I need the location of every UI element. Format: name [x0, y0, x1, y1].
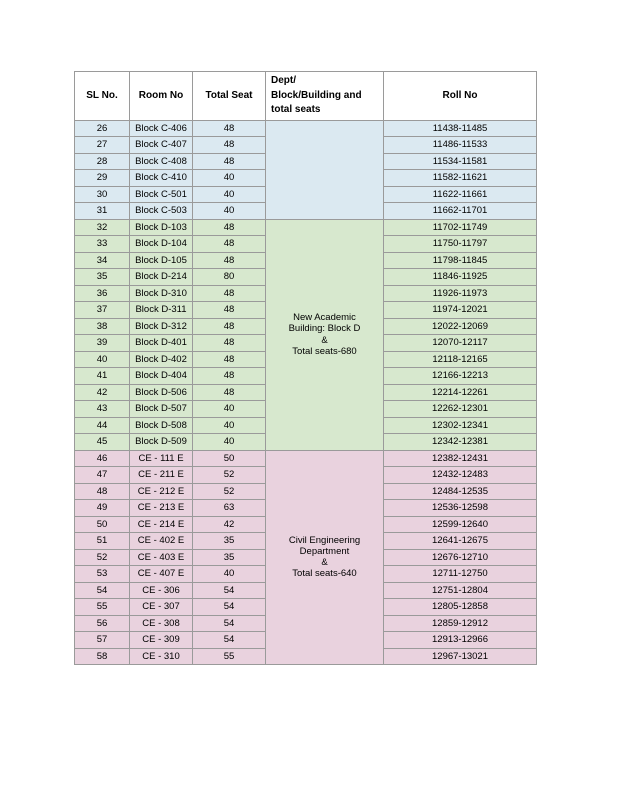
cell-roll: 12214-12261 — [384, 384, 537, 401]
cell-roll: 12536-12598 — [384, 500, 537, 517]
cell-sl: 31 — [75, 203, 130, 220]
column-header-roll-no: Roll No — [384, 72, 537, 121]
cell-sl: 43 — [75, 401, 130, 418]
cell-seat: 48 — [193, 252, 266, 269]
cell-seat: 54 — [193, 599, 266, 616]
cell-roll: 12676-12710 — [384, 549, 537, 566]
cell-sl: 37 — [75, 302, 130, 319]
cell-sl: 45 — [75, 434, 130, 451]
cell-roll: 11798-11845 — [384, 252, 537, 269]
seat-plan-table — [74, 71, 537, 665]
cell-sl: 28 — [75, 153, 130, 170]
cell-seat: 48 — [193, 137, 266, 154]
cell-seat: 48 — [193, 384, 266, 401]
table-header-row — [75, 72, 537, 121]
cell-sl: 36 — [75, 285, 130, 302]
cell-dept-group-civil-engineering: Civil Engineering Department & Total seats-640 — [266, 450, 384, 665]
cell-seat: 40 — [193, 170, 266, 187]
cell-seat: 40 — [193, 203, 266, 220]
cell-roll: 12967-13021 — [384, 648, 537, 665]
cell-seat: 40 — [193, 434, 266, 451]
seat-plan-table-container — [74, 71, 536, 665]
cell-seat: 48 — [193, 120, 266, 137]
cell-seat: 48 — [193, 219, 266, 236]
cell-seat: 54 — [193, 632, 266, 649]
cell-seat: 54 — [193, 615, 266, 632]
cell-roll: 12262-12301 — [384, 401, 537, 418]
cell-roll: 11486-11533 — [384, 137, 537, 154]
cell-sl: 53 — [75, 566, 130, 583]
cell-seat: 55 — [193, 648, 266, 665]
cell-room: Block D-104 — [130, 236, 193, 253]
cell-sl: 26 — [75, 120, 130, 137]
cell-roll: 11702-11749 — [384, 219, 537, 236]
cell-room: CE - 308 — [130, 615, 193, 632]
cell-seat: 48 — [193, 285, 266, 302]
cell-room: Block D-312 — [130, 318, 193, 335]
column-header-total-seat: Total Seat — [193, 72, 266, 121]
cell-room: CE - 403 E — [130, 549, 193, 566]
cell-sl: 50 — [75, 516, 130, 533]
cell-roll: 12805-12858 — [384, 599, 537, 616]
cell-roll: 12859-12912 — [384, 615, 537, 632]
cell-room: CE - 407 E — [130, 566, 193, 583]
cell-room: Block D-507 — [130, 401, 193, 418]
cell-room: Block D-508 — [130, 417, 193, 434]
cell-roll: 11582-11621 — [384, 170, 537, 187]
cell-seat: 48 — [193, 302, 266, 319]
cell-room: CE - 307 — [130, 599, 193, 616]
cell-seat: 48 — [193, 318, 266, 335]
cell-seat: 50 — [193, 450, 266, 467]
cell-roll: 12599-12640 — [384, 516, 537, 533]
cell-roll: 11926-11973 — [384, 285, 537, 302]
cell-room: Block C-406 — [130, 120, 193, 137]
cell-room: Block D-404 — [130, 368, 193, 385]
cell-roll: 12382-12431 — [384, 450, 537, 467]
cell-sl: 41 — [75, 368, 130, 385]
cell-sl: 33 — [75, 236, 130, 253]
cell-seat: 48 — [193, 351, 266, 368]
cell-seat: 48 — [193, 236, 266, 253]
cell-room: Block C-501 — [130, 186, 193, 203]
cell-sl: 56 — [75, 615, 130, 632]
cell-room: Block D-105 — [130, 252, 193, 269]
cell-room: CE - 309 — [130, 632, 193, 649]
cell-roll: 11974-12021 — [384, 302, 537, 319]
cell-seat: 40 — [193, 566, 266, 583]
cell-sl: 42 — [75, 384, 130, 401]
cell-sl: 51 — [75, 533, 130, 550]
cell-sl: 57 — [75, 632, 130, 649]
cell-sl: 48 — [75, 483, 130, 500]
cell-roll: 12913-12966 — [384, 632, 537, 649]
cell-room: CE - 306 — [130, 582, 193, 599]
cell-sl: 58 — [75, 648, 130, 665]
cell-room: Block C-503 — [130, 203, 193, 220]
cell-room: CE - 402 E — [130, 533, 193, 550]
cell-roll: 12641-12675 — [384, 533, 537, 550]
cell-room: CE - 310 — [130, 648, 193, 665]
table-row — [75, 219, 537, 236]
cell-roll: 12342-12381 — [384, 434, 537, 451]
cell-room: Block C-408 — [130, 153, 193, 170]
cell-seat: 48 — [193, 153, 266, 170]
cell-sl: 39 — [75, 335, 130, 352]
cell-seat: 48 — [193, 335, 266, 352]
cell-roll: 11750-11797 — [384, 236, 537, 253]
table-header — [75, 72, 537, 121]
cell-seat: 35 — [193, 533, 266, 550]
cell-sl: 55 — [75, 599, 130, 616]
cell-roll: 11438-11485 — [384, 120, 537, 137]
cell-room: Block C-407 — [130, 137, 193, 154]
cell-seat: 40 — [193, 186, 266, 203]
cell-sl: 49 — [75, 500, 130, 517]
cell-room: CE - 211 E — [130, 467, 193, 484]
cell-room: Block D-506 — [130, 384, 193, 401]
cell-roll: 12484-12535 — [384, 483, 537, 500]
cell-room: Block D-509 — [130, 434, 193, 451]
cell-sl: 40 — [75, 351, 130, 368]
cell-roll: 12711-12750 — [384, 566, 537, 583]
cell-room: Block D-311 — [130, 302, 193, 319]
cell-sl: 54 — [75, 582, 130, 599]
cell-sl: 34 — [75, 252, 130, 269]
cell-room: Block D-401 — [130, 335, 193, 352]
cell-seat: 52 — [193, 483, 266, 500]
cell-seat: 54 — [193, 582, 266, 599]
cell-roll: 12118-12165 — [384, 351, 537, 368]
cell-seat: 40 — [193, 401, 266, 418]
cell-roll: 12432-12483 — [384, 467, 537, 484]
cell-sl: 29 — [75, 170, 130, 187]
cell-dept-group-block-c — [266, 120, 384, 219]
cell-roll: 11534-11581 — [384, 153, 537, 170]
cell-sl: 44 — [75, 417, 130, 434]
cell-seat: 40 — [193, 417, 266, 434]
cell-seat: 52 — [193, 467, 266, 484]
cell-sl: 35 — [75, 269, 130, 286]
cell-dept-group-block-d: New Academic Building: Block D & Total seats-680 — [266, 219, 384, 450]
cell-room: CE - 111 E — [130, 450, 193, 467]
cell-roll: 11846-11925 — [384, 269, 537, 286]
cell-roll: 11662-11701 — [384, 203, 537, 220]
cell-room: Block D-402 — [130, 351, 193, 368]
cell-room: CE - 213 E — [130, 500, 193, 517]
cell-room: CE - 214 E — [130, 516, 193, 533]
cell-roll: 11622-11661 — [384, 186, 537, 203]
cell-roll: 12166-12213 — [384, 368, 537, 385]
cell-roll: 12022-12069 — [384, 318, 537, 335]
cell-roll: 12070-12117 — [384, 335, 537, 352]
cell-room: Block D-310 — [130, 285, 193, 302]
table-row — [75, 120, 537, 137]
cell-seat: 48 — [193, 368, 266, 385]
column-header-room-no: Room No — [130, 72, 193, 121]
column-header-dept-block-building: Dept/ Block/Building and total seats — [266, 72, 384, 121]
cell-sl: 47 — [75, 467, 130, 484]
cell-sl: 38 — [75, 318, 130, 335]
cell-roll: 12302-12341 — [384, 417, 537, 434]
table-row — [75, 450, 537, 467]
cell-sl: 30 — [75, 186, 130, 203]
cell-seat: 42 — [193, 516, 266, 533]
cell-sl: 52 — [75, 549, 130, 566]
cell-room: Block D-103 — [130, 219, 193, 236]
cell-room: CE - 212 E — [130, 483, 193, 500]
cell-sl: 27 — [75, 137, 130, 154]
cell-sl: 46 — [75, 450, 130, 467]
cell-room: Block C-410 — [130, 170, 193, 187]
cell-sl: 32 — [75, 219, 130, 236]
cell-room: Block D-214 — [130, 269, 193, 286]
column-header-sl-no: SL No. — [75, 72, 130, 121]
cell-seat: 35 — [193, 549, 266, 566]
cell-roll: 12751-12804 — [384, 582, 537, 599]
cell-seat: 63 — [193, 500, 266, 517]
table-body — [75, 120, 537, 665]
cell-seat: 80 — [193, 269, 266, 286]
